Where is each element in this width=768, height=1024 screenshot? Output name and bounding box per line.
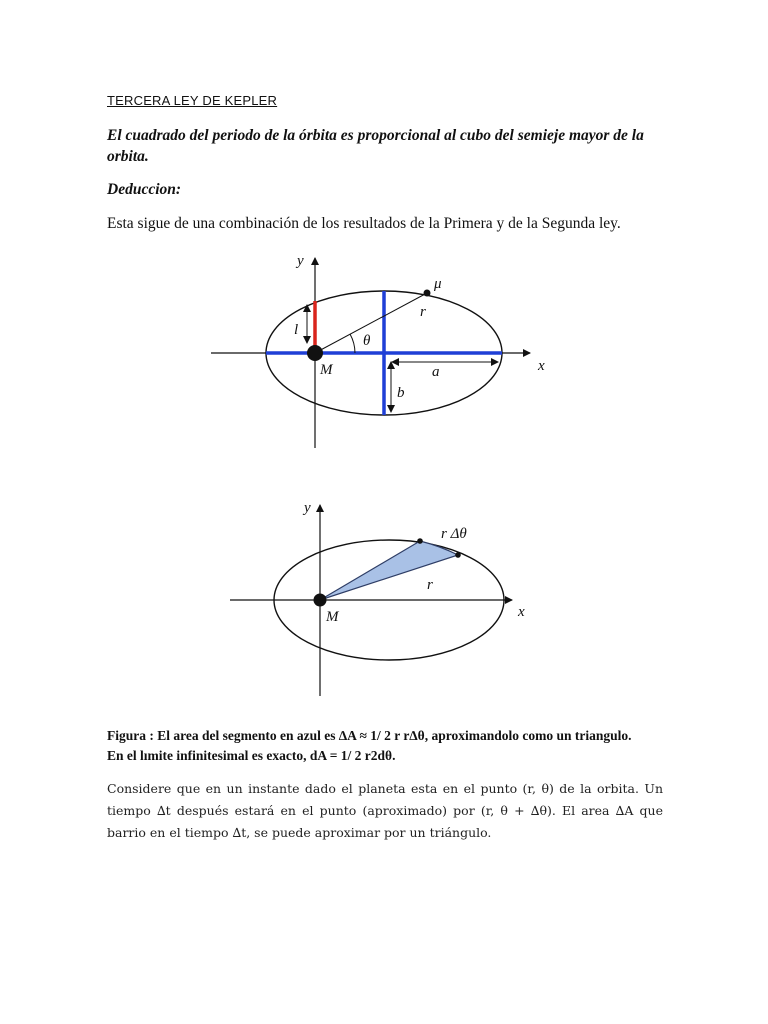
body-paragraph: Considere que en un instante dado el planeta esta en el punto (r, θ) de la orbita. Un tiempo ∆t después estará en el punto (aproximado) por (r, θ + ∆θ). El area ∆A que barrio en el tiempo ∆t, se puede aproximar por un triángulo. bbox=[107, 781, 663, 840]
figure-caption bbox=[107, 726, 687, 766]
page-title: TERCERA LEY DE KEPLER bbox=[107, 93, 278, 108]
fig1-label-theta: θ bbox=[363, 333, 371, 349]
deduction-heading: Deduccion: bbox=[107, 181, 182, 198]
caption-line-1: Figura : El area del segmento en azul es ∆A ≈ 1/ 2 r r∆θ, aproximandolo como un triangulo. bbox=[107, 728, 632, 743]
fig1-label-a: a bbox=[432, 364, 440, 380]
intro-paragraph: Esta sigue de una combinación de los resultados de la Primera y de la Segunda ley. bbox=[107, 215, 621, 232]
fig1-focus-mass bbox=[307, 345, 323, 361]
fig2-label-x: x bbox=[518, 604, 525, 620]
figure1 bbox=[211, 253, 545, 448]
fig1-radius-line bbox=[315, 293, 427, 353]
fig1-theta-arc bbox=[350, 334, 355, 353]
law-statement: El cuadrado del periodo de la órbita es proporcional al cubo del semieje mayor de la orbita. bbox=[107, 127, 644, 165]
fig1-planet bbox=[424, 290, 431, 297]
fig2-swept-sector bbox=[320, 541, 458, 600]
fig1-label-y: y bbox=[297, 253, 304, 269]
fig2-label-r: r bbox=[427, 577, 433, 593]
fig2-label-y: y bbox=[304, 500, 311, 516]
fig2-label-r-dtheta: r Δθ bbox=[441, 526, 467, 542]
fig1-label-l: l bbox=[294, 322, 299, 338]
fig1-label-mu: μ bbox=[434, 276, 442, 292]
fig1-label-x: x bbox=[538, 358, 545, 374]
fig2-focus-mass bbox=[314, 594, 327, 607]
caption-line-2: En el lımite infinitesimal es exacto, dA = 1/ 2 r2dθ. bbox=[107, 748, 396, 763]
fig1-label-r: r bbox=[420, 304, 426, 320]
fig1-label-b: b bbox=[397, 385, 405, 401]
figure2 bbox=[230, 500, 525, 696]
fig2-point-start bbox=[417, 538, 423, 544]
fig2-label-m: M bbox=[326, 609, 339, 625]
fig1-label-m: M bbox=[320, 362, 333, 378]
fig2-point-end bbox=[455, 552, 461, 558]
